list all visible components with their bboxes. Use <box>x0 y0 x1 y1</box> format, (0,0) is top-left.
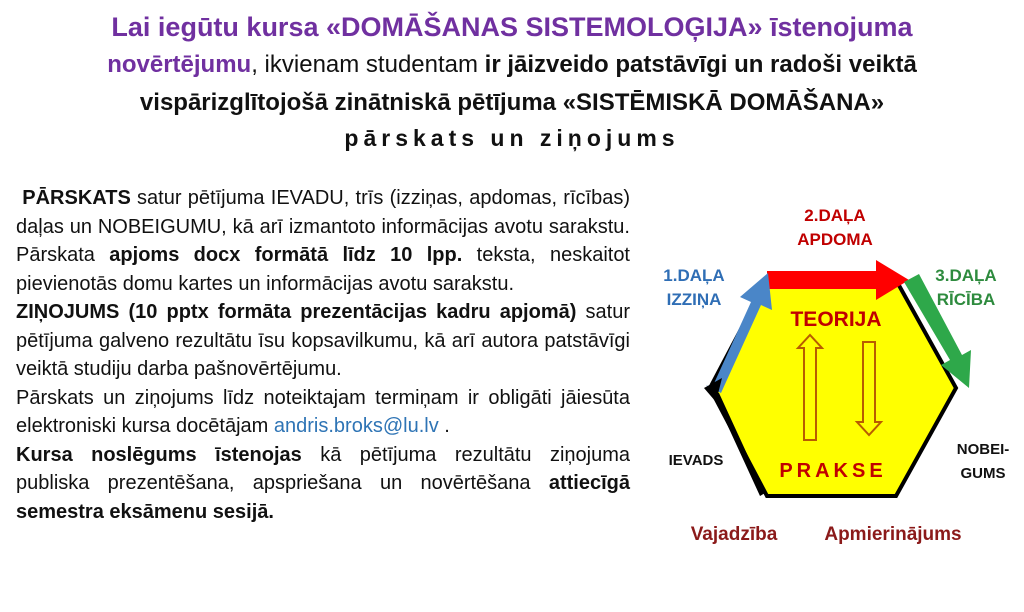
part2-number: 2.DAĻA <box>804 206 866 225</box>
part2-label <box>775 204 895 252</box>
zinojums-label: ZIŅOJUMS (10 pptx formāta prezentācijas kadru apjomā) <box>16 301 577 323</box>
part3-number: 3.DAĻA <box>935 266 997 285</box>
header <box>0 8 1024 154</box>
part1-name: IZZIŅA <box>666 290 722 309</box>
part1-number: 1.DAĻA <box>663 266 725 285</box>
teorija-label: TEORIJA <box>790 308 882 331</box>
title-line-1: Lai iegūtu kursa «DOMĀŠANAS SISTEMOLOĢIJA» īstenojuma <box>111 12 913 42</box>
paragraph-submission <box>16 384 630 441</box>
parskats-label: PĀRSKATS <box>22 187 131 209</box>
zinojums-text: satur pētījuma galveno rezultātu īsu kopsavilkumu, kā arī autora patstāvīgi veiktā studiju darba pašnovērtējumu. <box>16 301 630 380</box>
part1-label <box>654 264 734 312</box>
ievads-label: IEVADS <box>668 452 724 469</box>
submission-text: Pārskats un ziņojums līdz noteiktajam termiņam ir obligāti jāiesūta elektroniski kursa docētājam <box>16 386 630 437</box>
title-mid-text: , ikvienam studentam <box>251 51 485 78</box>
conclusion-session: attiecīgā semestra eksāmenu sesijā. <box>16 472 630 523</box>
nobeigums-line-2: GUMS <box>960 465 1006 482</box>
paragraph-zinojums <box>16 298 630 384</box>
vajadziba-label: Vajadzība <box>690 524 778 545</box>
part2-name: APDOMA <box>797 230 873 249</box>
parskats-text: satur pētījuma IEVADU, trīs (izziņas, apdomas, rīcības) daļas un NOBEIGUMU, kā arī izmantoto informācijas avotu sarakstu. Pārskata <box>16 187 630 266</box>
nobeigums-line-1: NOBEI- <box>956 441 1010 458</box>
paragraph-parskats <box>16 184 630 298</box>
title-purple-word: novērtējumu <box>107 51 252 78</box>
title-line-3: vispārizglītojošā zinātniskā pētījuma «SISTĒMISKĀ DOMĀŠANA» <box>139 89 885 116</box>
parskats-volume: apjoms docx formātā līdz 10 lpp. <box>109 244 463 266</box>
body-text <box>16 184 630 526</box>
part3-name: RĪCĪBA <box>936 290 996 309</box>
thinking-diagram <box>644 190 1024 570</box>
nobeigums-label <box>948 438 1018 486</box>
prakse-label: PRAKSE <box>779 460 887 482</box>
title-line-2 <box>0 46 1024 84</box>
part3-label <box>926 264 1006 312</box>
title-bold-text: ir jāizveido patstāvīgi un radoši veiktā <box>484 51 917 78</box>
email-link[interactable]: andris.broks@lu.lv <box>273 415 439 437</box>
parskats-text-2: teksta, neskaitot pievienotās domu kartes un informācijas avotu sarakstu. <box>16 244 630 295</box>
conclusion-text: kā pētījuma rezultātu ziņojuma publiska prezentēšana, apspriešana un novērtēšana <box>16 443 630 494</box>
title-line-4: pārskats un ziņojums <box>344 125 680 151</box>
submission-end: . <box>438 415 450 437</box>
conclusion-label: Kursa noslēgums īstenojas <box>16 443 302 466</box>
apmierinajums-label: Apmierinājums <box>824 524 962 545</box>
paragraph-conclusion <box>16 441 630 527</box>
